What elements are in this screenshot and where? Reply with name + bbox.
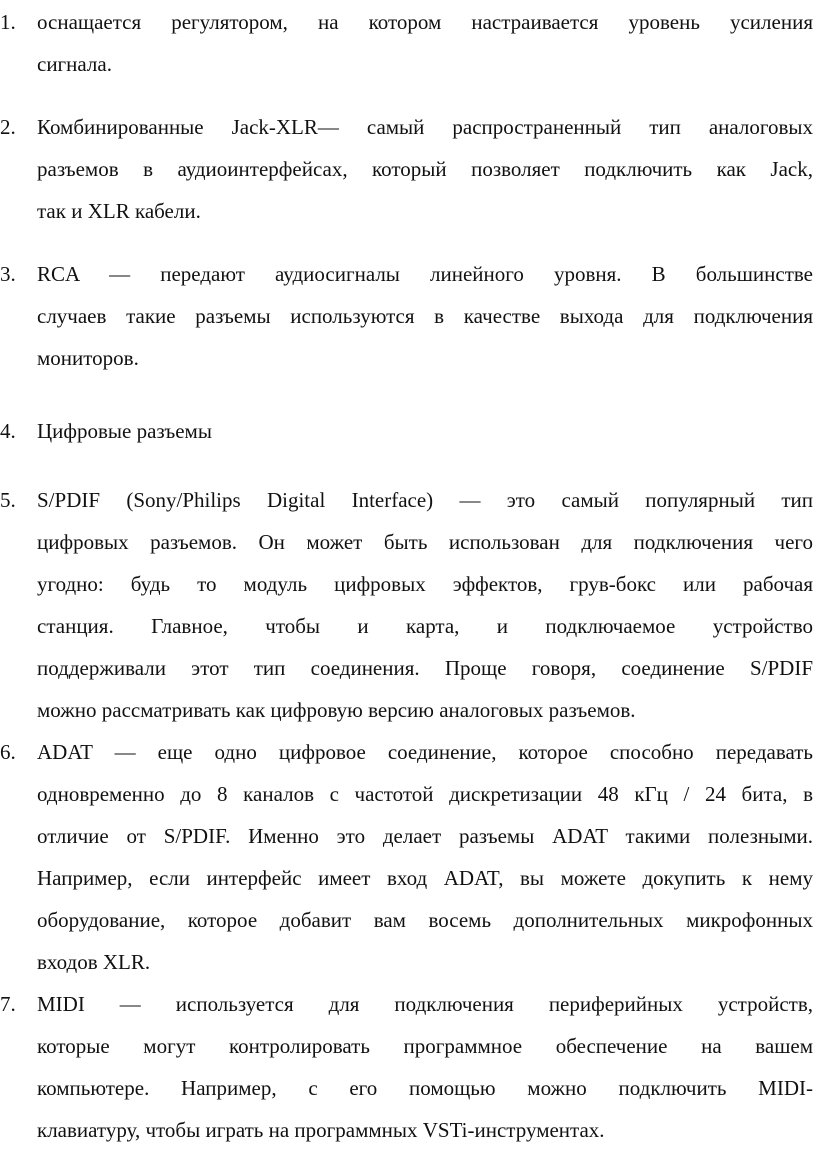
list-item-text [37, 106, 813, 232]
list-number: 7. [0, 992, 16, 1016]
text-line: Комбинированные Jack-XLR— самый распространенный тип аналоговых [37, 115, 813, 139]
text-line: MIDI — используется для подключения периферийных устройств, [37, 992, 813, 1016]
text-line: разъемов в аудиоинтерфейсах, который позволяет подключить как Jack, [37, 157, 813, 181]
list-number: 6. [0, 740, 16, 764]
text-line: входов XLR. [37, 950, 151, 974]
list-number: 1. [0, 10, 16, 34]
list-item-text [37, 410, 813, 452]
list-item-text [37, 983, 813, 1151]
text-line: случаев такие разъемы используются в качестве выхода для подключения [37, 304, 813, 328]
text-line: оборудование, которое добавит вам восемь дополнительных микрофонных [37, 908, 813, 932]
list-number: 5. [0, 488, 16, 512]
text-line: оснащается регулятором, на котором настраивается уровень усиления [37, 10, 813, 34]
text-line: так и XLR кабели. [37, 199, 201, 223]
list-item-text [37, 253, 813, 379]
text-line: отличие от S/PDIF. Именно это делает разъемы ADAT такими полезными. [37, 824, 813, 848]
text-line: поддерживали этот тип соединения. Проще говоря, соединение S/PDIF [37, 656, 813, 680]
text-line: сигнала. [37, 52, 112, 76]
text-line: RCA — передают аудиосигналы линейного уровня. В большинстве [37, 262, 813, 286]
text-line: угодно: будь то модуль цифровых эффектов, грув-бокс или рабочая [37, 572, 813, 596]
text-line: мониторов. [37, 346, 139, 370]
list-item-text [37, 731, 813, 983]
text-line: цифровых разъемов. Он может быть использован для подключения чего [37, 530, 813, 554]
text-line: можно рассматривать как цифровую версию аналоговых разъемов. [37, 698, 636, 722]
text-line: Например, если интерфейс имеет вход ADAT, вы можете докупить к нему [37, 866, 813, 890]
list-item-text [37, 479, 813, 731]
text-line: компьютере. Например, с его помощью можно подключить MIDI- [37, 1076, 813, 1100]
text-line: Цифровые разъемы [37, 419, 212, 443]
text-line: S/PDIF (Sony/Philips Digital Interface) — это самый популярный тип [37, 488, 813, 512]
list-number: 2. [0, 115, 16, 139]
text-line: одновременно до 8 каналов с частотой дискретизации 48 кГц / 24 бита, в [37, 782, 813, 806]
list-number: 3. [0, 262, 16, 286]
text-line: ADAT — еще одно цифровое соединение, которое способно передавать [37, 740, 813, 764]
list-number: 4. [0, 419, 16, 443]
text-line: клавиатуру, чтобы играть на программных VSTi-инструментах. [37, 1118, 605, 1142]
list-item-text [37, 1, 813, 85]
text-line: станция. Главное, чтобы и карта, и подключаемое устройство [37, 614, 813, 638]
text-line: которые могут контролировать программное обеспечение на вашем [37, 1034, 813, 1058]
